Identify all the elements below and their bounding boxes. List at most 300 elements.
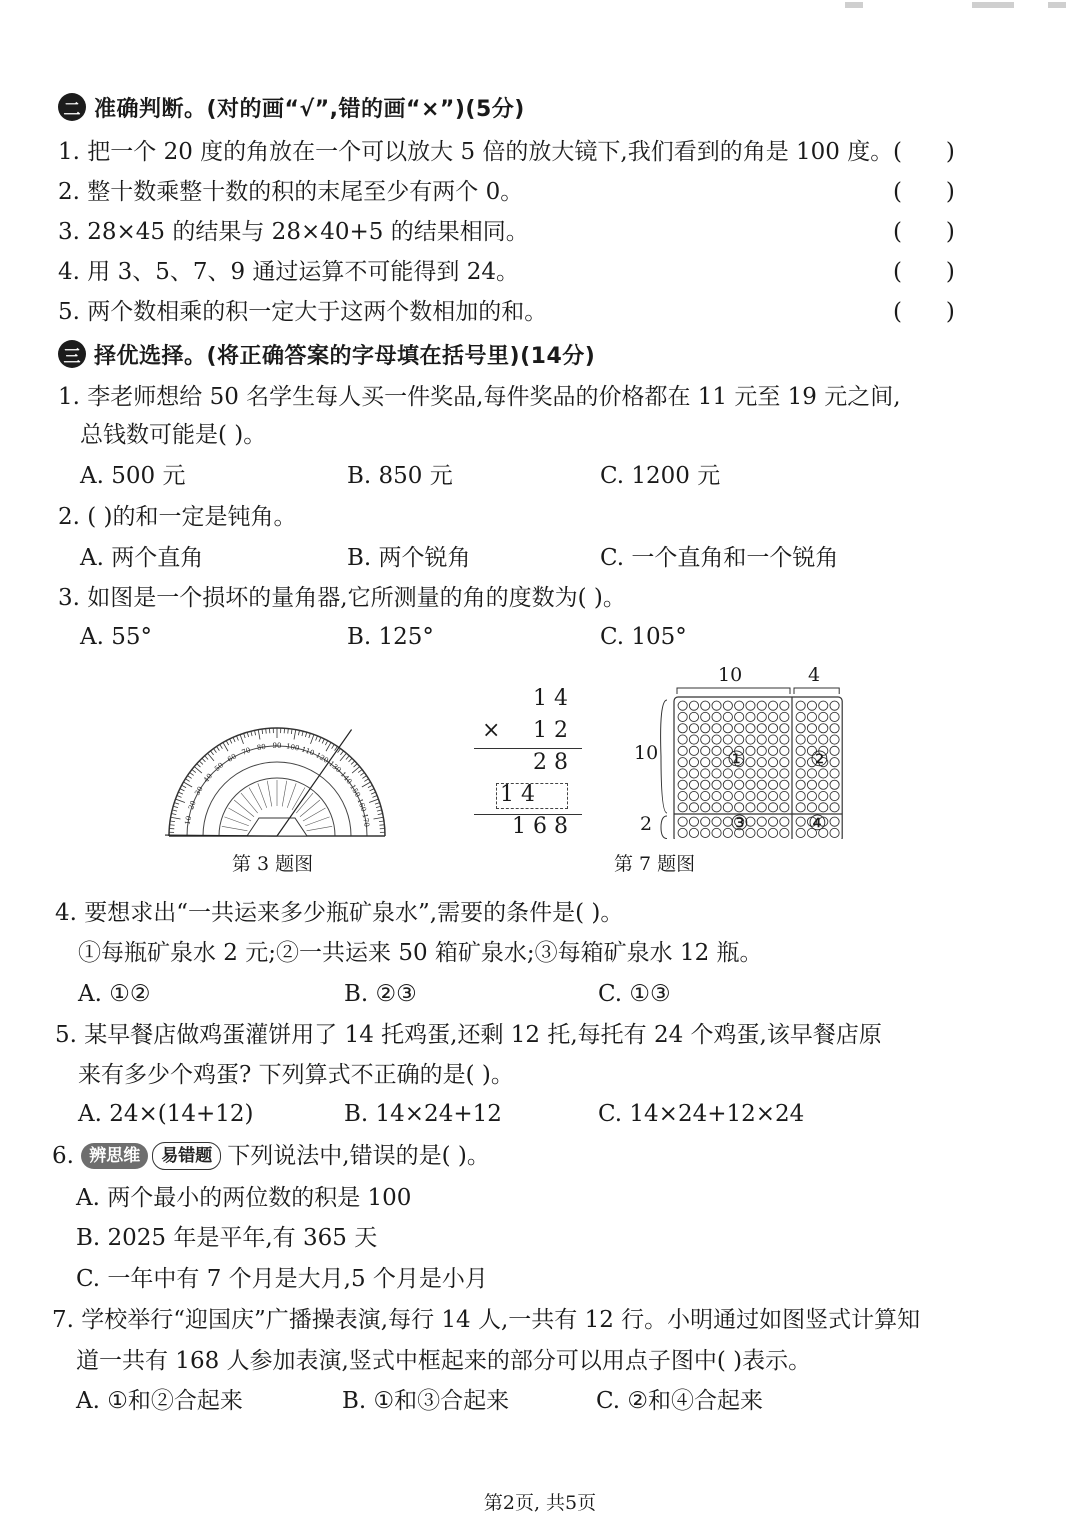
protractor-spoke xyxy=(234,800,254,817)
protractor-tick xyxy=(190,773,194,776)
dot xyxy=(796,803,805,812)
protractor-tick xyxy=(230,739,232,743)
protractor-tick xyxy=(371,792,376,794)
q1-line2: 总钱数可能是( )。 xyxy=(80,422,267,448)
dot xyxy=(723,712,732,721)
q3-option-a[interactable]: A. 55° xyxy=(80,624,152,650)
dot xyxy=(746,791,755,800)
dot xyxy=(780,701,789,710)
protractor-tick xyxy=(354,764,358,767)
q7-option-a[interactable]: A. ①和②合起来 xyxy=(76,1388,243,1414)
dot xyxy=(678,817,687,826)
dot xyxy=(757,712,766,721)
dot xyxy=(678,780,687,789)
dot-region-3: ③ xyxy=(730,811,749,835)
dot xyxy=(723,701,732,710)
dot xyxy=(712,746,721,755)
dot xyxy=(796,817,805,826)
dot xyxy=(780,803,789,812)
protractor-tick-label: 100 xyxy=(285,742,300,753)
section-title: 择优选择。(将正确答案的字母填在括号里)(14分) xyxy=(94,343,596,369)
protractor-spoke xyxy=(258,783,267,807)
dot xyxy=(830,803,839,812)
q5-line2: 来有多少个鸡蛋? 下列算式不正确的是( )。 xyxy=(78,1062,514,1088)
protractor-tick xyxy=(322,739,324,743)
dot xyxy=(712,780,721,789)
q5-option-a[interactable]: A. 24×(14+12) xyxy=(78,1101,254,1127)
dot xyxy=(807,701,816,710)
protractor-tick xyxy=(174,803,179,805)
dot xyxy=(712,791,721,800)
dot xyxy=(678,828,687,837)
judge-item-2: 2. 整十数乘整十数的积的末尾至少有两个 0。 xyxy=(58,179,524,205)
q6-option-b[interactable]: B. 2025 年是平年,有 365 天 xyxy=(76,1225,378,1251)
dot xyxy=(701,769,710,778)
dot xyxy=(689,769,698,778)
protractor-spoke xyxy=(300,800,320,817)
dot xyxy=(746,769,755,778)
page-footer: 第2页, 共5页 xyxy=(483,1492,597,1514)
dot xyxy=(780,791,789,800)
dot-region-4: ④ xyxy=(808,811,827,835)
protractor-tick xyxy=(199,761,203,764)
protractor-tick-label: 80 xyxy=(256,742,267,753)
dot xyxy=(735,701,744,710)
dot xyxy=(796,746,805,755)
judge-item-5: 5. 两个数相乘的积一定大于这两个数相加的和。 xyxy=(58,299,548,325)
protractor-tick xyxy=(325,741,327,745)
dot xyxy=(796,701,805,710)
dot xyxy=(689,780,698,789)
calc-rule xyxy=(474,748,582,749)
protractor-tick xyxy=(298,730,299,735)
protractor-tick xyxy=(192,770,196,773)
judge-item-1: 1. 把一个 20 度的角放在一个可以放大 5 倍的放大镜下,我们看到的角是 100 度。 xyxy=(58,139,894,165)
protractor-tick xyxy=(197,764,201,767)
dot xyxy=(746,758,755,767)
protractor-tick xyxy=(370,789,374,791)
protractor-tick-label: 110 xyxy=(300,745,316,758)
answer-blank[interactable]: ( ) xyxy=(893,139,955,165)
q7-line1: 7. 学校举行“迎国庆”广播操表演,每行 14 人,一共有 12 行。小明通过如图竖式计算知 xyxy=(52,1307,921,1333)
dot xyxy=(830,791,839,800)
dot xyxy=(735,735,744,744)
protractor-tick-label: 140 xyxy=(338,770,354,786)
protractor-tick xyxy=(171,817,181,819)
protractor-tick xyxy=(294,730,296,740)
dot xyxy=(757,828,766,837)
protractor-tick-label: 90 xyxy=(272,742,282,750)
dot xyxy=(689,724,698,733)
protractor-spoke xyxy=(267,781,272,807)
dot xyxy=(689,712,698,721)
dot xyxy=(689,735,698,744)
calc-partial-1: 2 8 xyxy=(533,750,568,775)
dot xyxy=(723,791,732,800)
dot xyxy=(746,701,755,710)
dot xyxy=(796,712,805,721)
dot xyxy=(678,791,687,800)
dot xyxy=(723,780,732,789)
q4-option-c[interactable]: C. ①③ xyxy=(598,981,671,1007)
dot xyxy=(780,724,789,733)
protractor-spoke xyxy=(222,826,248,831)
protractor-center-notch xyxy=(247,818,307,836)
dot xyxy=(678,735,687,744)
dot xyxy=(701,701,710,710)
protractor-tick xyxy=(258,730,260,740)
protractor-tick xyxy=(255,730,256,735)
protractor-tick-label: 10 xyxy=(183,815,194,826)
protractor-tick xyxy=(217,746,220,750)
dot xyxy=(796,735,805,744)
dot xyxy=(830,746,839,755)
dot xyxy=(701,758,710,767)
protractor-tick xyxy=(362,776,366,779)
q3-option-c[interactable]: C. 105° xyxy=(600,624,687,650)
protractor-tick xyxy=(326,742,331,751)
dot xyxy=(757,791,766,800)
broken-protractor-figure xyxy=(165,718,390,843)
protractor-tick-label: 60 xyxy=(226,752,238,764)
protractor-tick xyxy=(311,735,314,744)
q2-option-a[interactable]: A. 两个直角 xyxy=(80,545,204,571)
protractor-tick xyxy=(379,825,384,826)
protractor-tick xyxy=(379,821,384,822)
q4-option-a[interactable]: A. ①② xyxy=(78,981,151,1007)
dot xyxy=(796,791,805,800)
dot xyxy=(757,769,766,778)
calc-partial-2: 1 4 xyxy=(500,782,535,807)
calc-operator: × xyxy=(482,718,501,743)
protractor-tick xyxy=(368,785,372,787)
tag-thinking: 辨思维 xyxy=(81,1143,148,1169)
protractor-tick xyxy=(340,751,343,755)
scan-mark xyxy=(972,2,1014,8)
dot xyxy=(701,803,710,812)
judge-item-3: 3. 28×45 的结果与 28×40+5 的结果相同。 xyxy=(58,219,529,245)
dot xyxy=(830,724,839,733)
protractor-tick xyxy=(349,758,352,762)
q1-option-a[interactable]: A. 500 元 xyxy=(80,463,186,489)
protractor-spoke xyxy=(307,826,333,831)
protractor-tick xyxy=(170,825,175,826)
protractor-tick xyxy=(316,736,318,741)
dot xyxy=(768,828,777,837)
dot xyxy=(830,780,839,789)
protractor-tick-label: 70 xyxy=(240,746,252,757)
protractor-tick xyxy=(171,814,176,815)
protractor-tick xyxy=(369,799,378,802)
q1-line1: 1. 李老师想给 50 名学生每人买一件奖品,每件奖品的价格都在 11 元至 19 元之间, xyxy=(58,384,901,410)
protractor-tick xyxy=(364,779,368,782)
dot xyxy=(780,828,789,837)
dot xyxy=(757,758,766,767)
dot xyxy=(830,712,839,721)
protractor-tick xyxy=(360,773,364,776)
protractor-tick xyxy=(309,733,311,738)
protractor-tick xyxy=(237,736,239,741)
protractor-spoke xyxy=(224,817,248,826)
protractor-tick xyxy=(240,735,243,744)
dot xyxy=(768,701,777,710)
dot xyxy=(830,817,839,826)
dot xyxy=(819,712,828,721)
dot xyxy=(689,803,698,812)
dot xyxy=(712,769,721,778)
protractor-tick xyxy=(247,732,248,737)
dot xyxy=(723,735,732,744)
dot xyxy=(757,735,766,744)
answer-blank[interactable]: ( ) xyxy=(893,219,955,245)
protractor-tick xyxy=(266,729,267,734)
protractor-tick xyxy=(262,729,263,734)
dot xyxy=(796,724,805,733)
protractor-tick xyxy=(205,756,208,760)
dot xyxy=(689,817,698,826)
dot xyxy=(689,701,698,710)
q5-option-b[interactable]: B. 14×24+12 xyxy=(344,1101,502,1127)
dot xyxy=(678,746,687,755)
dot xyxy=(712,712,721,721)
dot xyxy=(768,724,777,733)
protractor-tick xyxy=(319,737,321,742)
protractor-spoke xyxy=(282,781,287,807)
dot xyxy=(678,758,687,767)
dot xyxy=(768,780,777,789)
protractor-tick xyxy=(288,729,289,734)
q6-option-a[interactable]: A. 两个最小的两位数的积是 100 xyxy=(76,1185,412,1211)
dot-grid-label-top-left: 10 xyxy=(718,664,743,686)
dot xyxy=(807,724,816,733)
dot xyxy=(712,828,721,837)
dot xyxy=(701,828,710,837)
q7-option-b[interactable]: B. ①和③合起来 xyxy=(342,1388,510,1414)
protractor-tick xyxy=(302,731,303,736)
dot xyxy=(819,791,828,800)
dot-grid-label-top-right: 4 xyxy=(808,664,821,686)
dot xyxy=(780,758,789,767)
protractor-tick-label: 130 xyxy=(327,759,343,775)
protractor-tick xyxy=(214,749,217,753)
protractor-tick xyxy=(346,756,349,760)
dot xyxy=(768,817,777,826)
dot xyxy=(757,803,766,812)
dot xyxy=(807,712,816,721)
protractor-tick xyxy=(226,741,228,745)
calc-multiplier: 1 2 xyxy=(533,718,568,743)
dot xyxy=(678,769,687,778)
dot xyxy=(746,712,755,721)
protractor-tick xyxy=(358,770,362,773)
dot xyxy=(701,780,710,789)
dot xyxy=(701,724,710,733)
dot xyxy=(701,817,710,826)
dot xyxy=(757,724,766,733)
judge-item-4: 4. 用 3、5、7、9 通过运算不可能得到 24。 xyxy=(58,259,519,285)
q5-line1: 5. 某早餐店做鸡蛋灌饼用了 14 托鸡蛋,还剩 12 托,每托有 24 个鸡蛋,该早餐店原 xyxy=(55,1022,882,1048)
dot xyxy=(768,735,777,744)
dot xyxy=(678,724,687,733)
dot xyxy=(746,746,755,755)
protractor-tick-label: 50 xyxy=(213,761,226,773)
protractor-tick xyxy=(375,803,380,805)
protractor-tick xyxy=(170,821,175,822)
protractor-tick-label: 120 xyxy=(314,751,330,765)
dot xyxy=(796,769,805,778)
protractor-tick xyxy=(187,776,191,779)
dot xyxy=(830,735,839,744)
dot xyxy=(780,780,789,789)
dot xyxy=(830,701,839,710)
dot xyxy=(807,780,816,789)
q4-option-b[interactable]: B. ②③ xyxy=(344,981,417,1007)
q7-option-c[interactable]: C. ②和④合起来 xyxy=(596,1388,764,1414)
top-bracket-10 xyxy=(677,688,790,694)
protractor-tick-label: 170 xyxy=(360,813,371,828)
dot xyxy=(819,780,828,789)
scan-mark xyxy=(1048,2,1066,8)
dot xyxy=(768,769,777,778)
dot xyxy=(701,791,710,800)
protractor-tick xyxy=(244,733,246,738)
q1-option-b[interactable]: B. 850 元 xyxy=(347,463,453,489)
protractor-tick xyxy=(223,742,228,751)
dot xyxy=(830,828,839,837)
protractor-tick xyxy=(178,792,183,794)
dot xyxy=(735,791,744,800)
protractor-tick-label: 150 xyxy=(348,783,362,799)
calc-multiplicand: 1 4 xyxy=(533,686,568,711)
protractor-spoke xyxy=(229,808,252,821)
dot xyxy=(701,746,710,755)
dot xyxy=(757,780,766,789)
protractor-tick xyxy=(202,758,205,762)
q3-option-b[interactable]: B. 125° xyxy=(347,624,434,650)
dot xyxy=(780,735,789,744)
protractor-tick xyxy=(182,785,186,787)
dot xyxy=(819,701,828,710)
dot xyxy=(735,724,744,733)
q6-text: 下列说法中,错误的是( )。 xyxy=(227,1143,490,1169)
protractor-tick xyxy=(374,817,384,819)
protractor-tick xyxy=(351,761,355,764)
protractor-tick xyxy=(376,806,381,807)
section-badge: 三 xyxy=(58,340,86,368)
q1-option-c[interactable]: C. 1200 元 xyxy=(600,463,721,489)
dot xyxy=(768,746,777,755)
dot xyxy=(757,746,766,755)
vertical-multiplication xyxy=(470,686,582,846)
protractor-tick xyxy=(251,731,252,736)
dot xyxy=(712,817,721,826)
dot xyxy=(807,735,816,744)
q2-option-c[interactable]: C. 一个直角和一个锐角 xyxy=(600,545,839,571)
protractor-tick-label: 40 xyxy=(202,772,214,785)
dot xyxy=(701,712,710,721)
protractor-tick-label: 160 xyxy=(355,797,368,813)
dot-region-2: ② xyxy=(810,747,829,771)
dot xyxy=(735,712,744,721)
protractor-tick xyxy=(177,796,182,798)
dot xyxy=(678,712,687,721)
dot xyxy=(796,758,805,767)
protractor-tick xyxy=(233,737,235,742)
q3-line1: 3. 如图是一个损坏的量角器,它所测量的角的度数为( )。 xyxy=(58,585,626,611)
section-title: 准确判断。(对的画“√”,错的画“×”)(5分) xyxy=(94,96,525,122)
dot xyxy=(689,791,698,800)
dot xyxy=(678,701,687,710)
dot xyxy=(689,758,698,767)
dot xyxy=(712,701,721,710)
q6-number: 6. xyxy=(52,1143,74,1169)
protractor-spoke xyxy=(305,817,329,826)
dot xyxy=(746,780,755,789)
dot xyxy=(712,735,721,744)
protractor-tick xyxy=(305,732,306,737)
top-bracket-4 xyxy=(794,688,839,694)
dot xyxy=(780,817,789,826)
dot xyxy=(689,828,698,837)
dot-region-1: ① xyxy=(727,747,746,771)
q2-option-b[interactable]: B. 两个锐角 xyxy=(347,545,471,571)
dot xyxy=(768,791,777,800)
protractor-tick xyxy=(220,744,223,748)
protractor-tick xyxy=(362,782,371,787)
answer-blank[interactable]: ( ) xyxy=(893,179,955,205)
figure-3-caption: 第 3 题图 xyxy=(232,853,314,875)
calc-product: 1 6 8 xyxy=(512,814,568,839)
section-2-header xyxy=(58,90,525,124)
q4-line1: 4. 要想求出“一共运来多少瓶矿泉水”,需要的条件是( )。 xyxy=(55,900,624,926)
q4-line2: ①每瓶矿泉水 2 元;②一共运来 50 箱矿泉水;③每箱矿泉水 12 瓶。 xyxy=(78,940,763,966)
dot xyxy=(712,803,721,812)
answer-blank[interactable]: ( ) xyxy=(893,299,955,325)
dot xyxy=(712,724,721,733)
dot xyxy=(757,817,766,826)
protractor-spoke xyxy=(287,783,296,807)
dot xyxy=(780,746,789,755)
protractor-tick xyxy=(172,810,177,811)
dot-grid-label-left-bottom: 2 xyxy=(640,813,653,835)
dot xyxy=(780,769,789,778)
q2-line1: 2. ( )的和一定是钝角。 xyxy=(58,504,297,530)
protractor-spoke xyxy=(249,788,262,811)
dot xyxy=(689,746,698,755)
q6-line1 xyxy=(52,1141,490,1171)
dot xyxy=(819,735,828,744)
protractor-tick xyxy=(185,779,189,782)
answer-blank[interactable]: ( ) xyxy=(893,259,955,285)
section-badge: 二 xyxy=(58,93,86,121)
protractor-tick xyxy=(176,799,185,802)
scan-mark xyxy=(845,2,863,8)
protractor-spoke xyxy=(303,808,326,821)
q7-line2: 道一共有 168 人参加表演,竖式中框起来的部分可以用点子图中( )表示。 xyxy=(76,1348,812,1374)
dot xyxy=(768,803,777,812)
dot xyxy=(746,735,755,744)
protractor-tick xyxy=(332,744,335,748)
dot xyxy=(768,712,777,721)
q5-option-c[interactable]: C. 14×24+12×24 xyxy=(598,1101,805,1127)
figure-7-caption: 第 7 题图 xyxy=(614,853,696,875)
dot xyxy=(712,758,721,767)
dot xyxy=(796,780,805,789)
q6-option-c[interactable]: C. 一年中有 7 个月是大月,5 个月是小月 xyxy=(76,1266,488,1292)
dot xyxy=(757,701,766,710)
protractor-spoke xyxy=(241,793,258,813)
protractor-tick xyxy=(183,782,192,787)
